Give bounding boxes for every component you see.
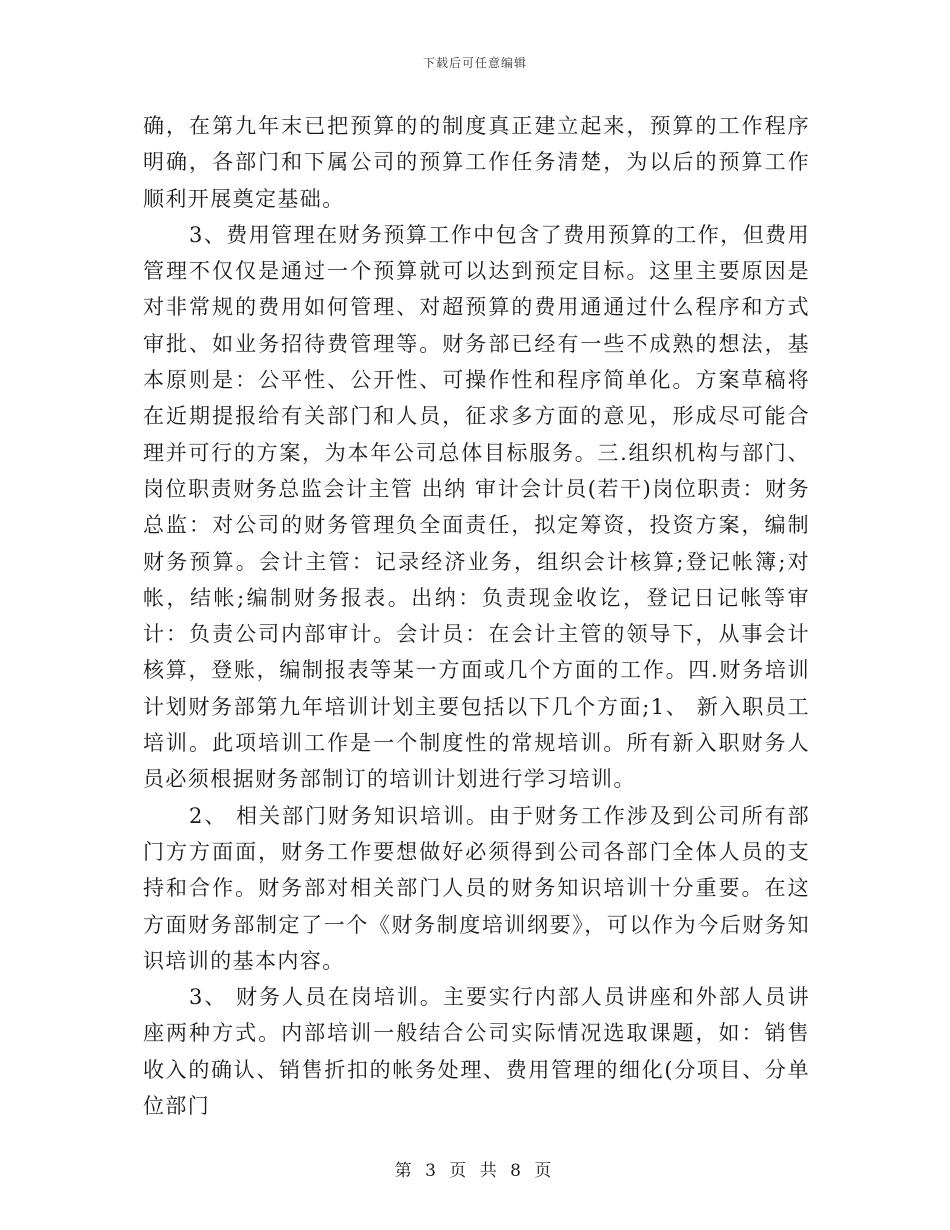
page-number-footer: 第 3 页 共 8 页 [394, 1161, 556, 1181]
paragraph-onjob-training: 3、 财务人员在岗培训。主要实行内部人员讲座和外部人员讲座两种方式。内部培训一般结合公司实际情况选取课题，如：销售收入的确认、销售折扣的帐务处理、费用管理的细化(分项目、分单位部门 [143, 985, 810, 1119]
paragraph-continuation: 确，在第九年末已把预算的的制度真正建立起来，预算的工作程序明确，各部门和下属公司的预算工作任务清楚，为以后的预算工作顺利开展奠定基础。 [143, 114, 810, 211]
document-body [143, 108, 810, 1124]
page-header-note: 下载后可任意编辑 [422, 56, 527, 70]
paragraph-department-training: 2、 相关部门财务知识培训。由于财务工作涉及到公司所有部门方方面面，财务工作要想做好必须得到公司各部门全体人员的支持和合作。财务部对相关部门人员的财务知识培训十分重要。在这方面财务部制定了一个《财务制度培训纲要》，可以作为今后财务知识培训的基本内容。 [143, 803, 810, 973]
paragraph-expense-management: 3、费用管理在财务预算工作中包含了费用预算的工作，但费用管理不仅仅是通过一个预算就可以达到预定目标。这里主要原因是对非常规的费用如何管理、对超预算的费用通通过什么程序和方式审批、如业务招待费管理等。财务部已经有一些不成熟的想法，基本原则是：公平性、公开性、可操作性和程序简单化。方案草稿将在近期提报给有关部门和人员，征求多方面的意见，形成尽可能合理并可行的方案，为本年公司总体目标服务。三.组织机构与部门、岗位职责财务总监会计主管 出纳 审计会计员(若干)岗位职责：财务总监：对公司的财务管理负全面责任，拟定筹资，投资方案，编制财务预算。会计主管：记录经济业务，组织会计核算;登记帐簿;对帐，结帐;编制财务报表。出纳：负责现金收讫，登记日记帐等审计：负责公司内部审计。会计员：在会计主管的领导下，从事会计核算，登账，编制报表等某一方面或几个方面的工作。四.财务培训计划财务部第九年培训计划主要包括以下几个方面;1、 新入职员工培训。此项培训工作是一个制度性的常规培训。所有新入职财务人员必须根据财务部制订的培训计划进行学习培训。 [143, 222, 810, 792]
